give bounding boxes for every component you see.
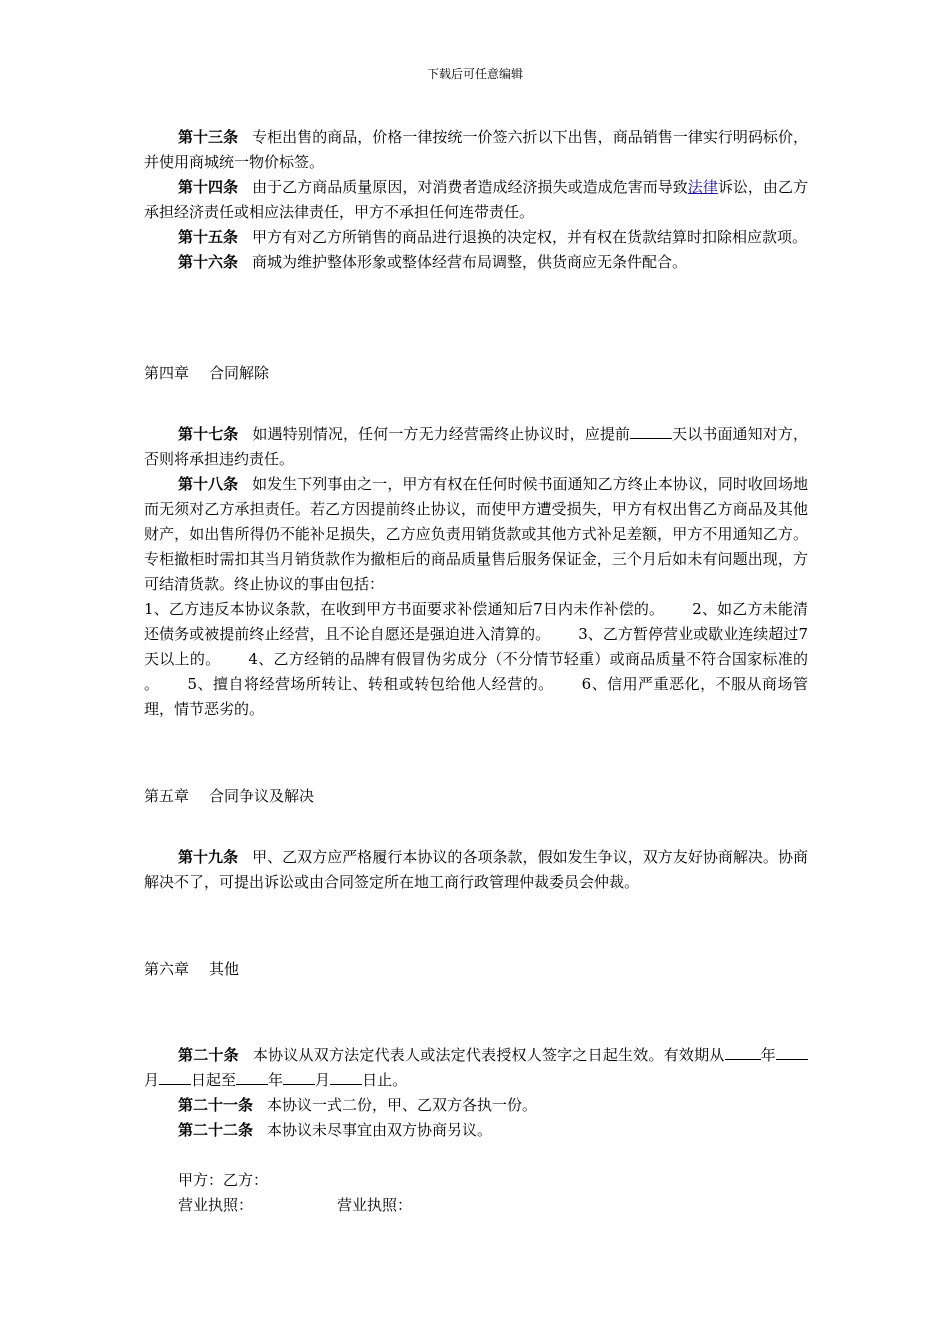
- chapter-5-heading: [144, 785, 314, 807]
- blank-year-end: [236, 1070, 268, 1085]
- article-18: [144, 472, 808, 597]
- article-19-block: [144, 845, 808, 895]
- article-22: [144, 1118, 808, 1143]
- termination-items: [144, 597, 808, 722]
- day-from-label: 日起至: [191, 1071, 237, 1089]
- chapter-title: 合同争议及解决: [209, 787, 315, 805]
- article-number: 第二十二条: [178, 1121, 254, 1139]
- signature-licenses: [178, 1193, 412, 1218]
- article-text: 本协议未尽事宜由双方协商另议。: [267, 1121, 493, 1139]
- blank-day-start: [159, 1070, 191, 1085]
- article-19: [144, 845, 808, 895]
- articles-13-16: [144, 125, 808, 275]
- article-21: [144, 1093, 808, 1118]
- chapter-number: 第六章: [144, 960, 190, 978]
- day-to-label: 日止。: [362, 1071, 408, 1089]
- list-item: 2、如乙方未能清还债务或被提前终止经营，且不论自愿还是强迫进入清算的。: [144, 600, 809, 643]
- articles-20-22: [144, 1043, 808, 1143]
- article-text: 如遇特别情况，任何一方无力经营需终止协议时，应提前: [252, 425, 631, 443]
- article-20: [144, 1043, 808, 1093]
- article-16: [144, 250, 808, 275]
- article-17: [144, 422, 808, 472]
- list-item: 5、擅自将经营场所转让、转租或转包给他人经营的。: [187, 675, 554, 693]
- month-label: 月: [315, 1071, 331, 1089]
- signature-parties: 甲方：乙方：: [178, 1171, 269, 1189]
- article-text: 如发生下列事由之一，甲方有权在任何时候书面通知乙方终止本协议，同时收回场地而无须对乙方承担责任。若乙方因提前终止协议，而使甲方遭受损失，甲方有权出售乙方商品及其他财产，如出售所得仍不能补足损失，乙方应负责用销货款或其他方式补足差额，甲方不用通知乙方。专柜撤柜时需扣其当月销货款作为撤柜后的商品质量售后服务保证金，三个月后如未有问题出现，方可结清货款。终止协议的事由包括：: [144, 475, 808, 593]
- chapter-4-heading: [144, 362, 269, 384]
- article-text: 由于乙方商品质量原因，对消费者造成经济损失或造成危害而导致: [252, 178, 688, 196]
- articles-17-18: [144, 422, 808, 722]
- year-label: 年: [268, 1071, 284, 1089]
- article-13: [144, 125, 808, 175]
- chapter-title: 其他: [209, 960, 240, 978]
- month-label: 月: [144, 1071, 160, 1089]
- article-number: 第十七条: [178, 425, 239, 443]
- article-text: 天以书面通知对方，否则将承担违约责任。: [144, 425, 808, 468]
- blank-year-start-a: [725, 1045, 753, 1060]
- chapter-number: 第四章: [144, 364, 190, 382]
- blank-year-start-b: [753, 1045, 761, 1060]
- year-label: 年: [760, 1046, 776, 1064]
- list-item: 4、乙方经销的品牌有假冒伪劣成分（不分情节轻重）或商品质量不符合国家标准的 。: [144, 650, 808, 693]
- article-text: 甲方有对乙方所销售的商品进行退换的决定权，并有权在货款结算时扣除相应款项。: [252, 228, 808, 246]
- list-item: 6、信用严重恶化，不服从商场管理，情节恶劣的。: [144, 675, 808, 718]
- article-text: 甲、乙双方应严格履行本协议的各项条款，假如发生争议，双方友好协商解决。协商解决不了，可提出诉讼或由合同签定所在地工商行政管理仲裁委员会仲裁。: [144, 848, 808, 891]
- list-item: 1、乙方违反本协议条款，在收到甲方书面要求补偿通知后7日内未作补偿的。: [144, 600, 665, 618]
- article-text: 诉讼，由乙方承担经济责任或相应法律责任，甲方不承担任何连带责任。: [144, 178, 808, 221]
- article-number: 第十五条: [178, 228, 239, 246]
- license-party-a: 营业执照：: [178, 1196, 254, 1214]
- article-number: 第十九条: [178, 848, 239, 866]
- article-14: [144, 175, 808, 225]
- article-15: [144, 225, 808, 250]
- list-item: 3、乙方暂停营业或歇业连续超过7天以上的。: [144, 625, 808, 668]
- chapter-title: 合同解除: [209, 364, 270, 382]
- article-number: 第十六条: [178, 253, 239, 271]
- article-text: 商城为维护整体形象或整体经营布局调整，供货商应无条件配合。: [252, 253, 688, 271]
- article-number: 第十八条: [178, 475, 239, 493]
- blank-days: [630, 424, 672, 439]
- article-text: 本协议从双方法定代表人或法定代表授权人签字之日起生效。有效期从: [252, 1046, 725, 1064]
- chapter-number: 第五章: [144, 787, 190, 805]
- article-number: 第十四条: [178, 178, 239, 196]
- article-number: 第十三条: [178, 128, 239, 146]
- license-party-b: 营业执照：: [337, 1196, 413, 1214]
- article-text: 专柜出售的商品，价格一律按统一价签六折以下出售，商品销售一律实行明码标价，并使用商城统一物价标签。: [144, 128, 808, 171]
- blank-day-end: [330, 1070, 362, 1085]
- page-header: 下载后可任意编辑: [426, 67, 523, 81]
- article-number: 第二十条: [178, 1046, 239, 1064]
- article-number: 第二十一条: [178, 1096, 254, 1114]
- blank-month-start: [776, 1045, 808, 1060]
- law-link[interactable]: 法律: [687, 178, 718, 196]
- chapter-6-heading: [144, 958, 239, 980]
- blank-month-end: [283, 1070, 315, 1085]
- article-text: 本协议一式二份，甲、乙双方各执一份。: [267, 1096, 538, 1114]
